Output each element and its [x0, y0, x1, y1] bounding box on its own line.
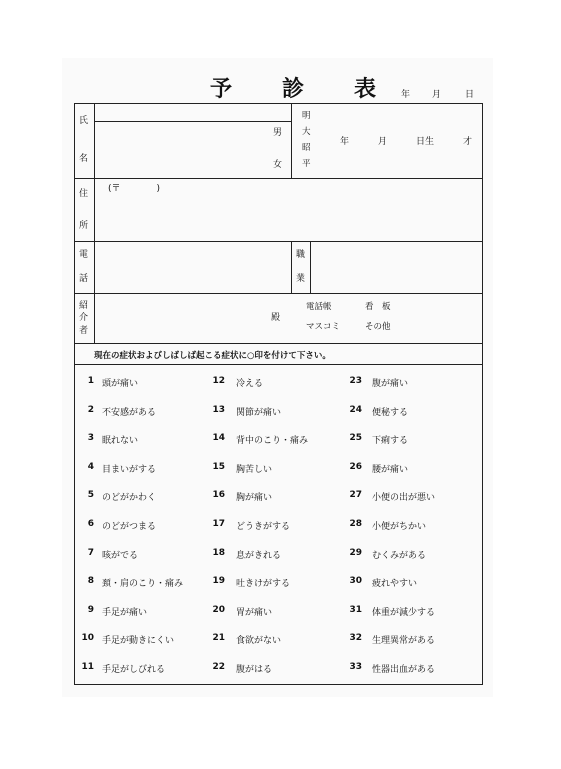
- symptom-label: 疲れやすい: [372, 579, 418, 590]
- symptom-label: 頚・肩のこり・痛み: [102, 579, 184, 590]
- symptom-number: 9: [87, 604, 94, 615]
- symptom-label: のどがつまる: [102, 522, 157, 532]
- date-month-label: 月: [432, 90, 442, 100]
- referrer-sama: 殿: [271, 313, 281, 323]
- symptom-label: 食欲がない: [236, 636, 282, 647]
- date-day-label: 日: [465, 90, 475, 100]
- job-label-2: 業: [296, 274, 306, 284]
- symptom-label: 手足がしびれる: [102, 665, 166, 675]
- symptom-label: のどがかわく: [102, 493, 157, 504]
- symptom-label: むくみがある: [372, 550, 427, 561]
- symptom-number: 12: [212, 376, 225, 386]
- symptom-number: 33: [349, 662, 362, 672]
- row-divider-phone: [74, 293, 483, 294]
- symptom-label: 関節が痛い: [236, 407, 282, 418]
- male-option[interactable]: 男: [273, 128, 283, 138]
- symptom-number: 28: [349, 519, 362, 529]
- referrer-option-phonebook[interactable]: 電話帳: [306, 302, 332, 312]
- symptom-number: 21: [212, 633, 225, 644]
- row-divider-instructions: [74, 364, 483, 365]
- symptom-label: 胃が痛い: [236, 607, 273, 618]
- phone-job-divider: [291, 241, 292, 293]
- symptom-number: 3: [87, 433, 94, 444]
- symptom-number: 23: [349, 376, 362, 386]
- phone-label-1: 電: [79, 250, 89, 260]
- symptom-label: 胸苦しい: [236, 464, 273, 475]
- symptom-label: 体重が減少する: [372, 607, 436, 618]
- symptom-label: どうきがする: [236, 522, 291, 532]
- referrer-label-3: 者: [79, 326, 89, 336]
- symptom-number: 31: [349, 604, 362, 615]
- symptom-instructions: 現在の症状およびしばしば起こる症状に○印を付けて下さい。: [94, 351, 331, 361]
- symptom-label: 頭が痛い: [102, 379, 139, 389]
- name-label-2: 名: [79, 154, 89, 164]
- symptom-label: 眠れない: [102, 436, 139, 447]
- job-label-1: 職: [296, 250, 306, 260]
- symptom-label: 腹がはる: [236, 665, 273, 675]
- symptom-number: 19: [212, 576, 225, 587]
- era-taisho[interactable]: 大: [302, 127, 311, 137]
- symptom-number: 17: [212, 519, 225, 529]
- symptom-number: 24: [349, 404, 362, 415]
- phone-label-2: 話: [79, 274, 89, 284]
- symptom-label: 腹が痛い: [372, 379, 409, 389]
- symptom-number: 1: [87, 376, 94, 386]
- symptom-label: 咳がでる: [102, 550, 139, 561]
- symptom-number: 10: [81, 633, 94, 644]
- job-field[interactable]: [312, 243, 481, 291]
- symptom-number: 15: [212, 461, 225, 472]
- symptom-label: 小便がちかい: [372, 522, 427, 532]
- symptom-number: 2: [87, 404, 94, 415]
- symptom-number: 11: [81, 662, 94, 672]
- symptom-number: 14: [212, 433, 225, 444]
- date-year-label: 年: [401, 90, 411, 100]
- symptom-number: 30: [349, 576, 362, 587]
- era-heisei[interactable]: 平: [302, 159, 311, 169]
- symptom-number: 32: [349, 633, 362, 644]
- name-label-1: 氏: [79, 116, 89, 126]
- phone-field[interactable]: [96, 243, 289, 291]
- referrer-option-media[interactable]: マスコミ: [306, 322, 341, 332]
- form-title: 予 診 表: [210, 76, 391, 102]
- dob-day-label: 日生: [416, 137, 435, 147]
- referrer-label-2: 介: [79, 313, 89, 323]
- symptom-label: 生理異常がある: [372, 636, 436, 647]
- dob-year-label: 年: [340, 137, 350, 147]
- referrer-field[interactable]: [96, 296, 266, 341]
- address-label-1: 住: [79, 189, 89, 199]
- row-divider-referrer: [74, 343, 483, 344]
- referrer-option-sign[interactable]: 看 板: [365, 302, 391, 312]
- address-label-2: 所: [79, 221, 89, 231]
- symptom-label: 下痢する: [372, 436, 409, 447]
- symptom-label: 腰が痛い: [372, 464, 409, 475]
- symptom-number: 13: [212, 404, 225, 415]
- symptom-label: 目まいがする: [102, 464, 157, 475]
- symptom-number: 18: [212, 547, 225, 558]
- era-showa[interactable]: 昭: [302, 143, 311, 153]
- symptom-number: 22: [212, 662, 225, 672]
- symptom-number: 16: [212, 490, 225, 501]
- symptom-label: 便秘する: [372, 407, 409, 418]
- symptom-label: 冷える: [236, 379, 264, 389]
- era-meiji[interactable]: 明: [302, 111, 311, 121]
- symptom-number: 27: [349, 490, 362, 501]
- female-option[interactable]: 女: [273, 160, 283, 170]
- referrer-option-other[interactable]: その他: [365, 322, 391, 332]
- symptom-label: 背中のこり・痛み: [236, 436, 309, 447]
- address-field[interactable]: [96, 196, 481, 239]
- symptom-number: 4: [87, 461, 94, 472]
- age-label: 才: [463, 137, 473, 147]
- row-divider-name: [74, 178, 483, 179]
- name-dob-divider: [291, 103, 292, 178]
- symptom-label: 不安感がある: [102, 407, 157, 418]
- symptom-label: 吐きけがする: [236, 579, 291, 590]
- symptom-label: 手足が動きにくい: [102, 636, 175, 647]
- row-divider-address: [74, 241, 483, 242]
- job-label-divider: [310, 241, 311, 293]
- name-field[interactable]: [96, 105, 266, 176]
- symptom-label: 性器出血がある: [372, 665, 436, 675]
- symptom-number: 5: [87, 490, 94, 501]
- symptom-number: 7: [87, 547, 94, 558]
- dob-month-label: 月: [378, 137, 388, 147]
- symptom-number: 26: [349, 461, 362, 472]
- symptom-label: 手足が痛い: [102, 607, 148, 618]
- symptom-number: 6: [87, 519, 94, 529]
- symptom-number: 8: [87, 576, 94, 587]
- referrer-label-1: 紹: [79, 301, 89, 311]
- symptom-label: 息がきれる: [236, 550, 282, 561]
- symptom-label: 胸が痛い: [236, 493, 273, 504]
- postal-code-field[interactable]: (〒 ): [108, 184, 161, 194]
- symptom-number: 29: [349, 547, 362, 558]
- symptom-label: 小便の出が悪い: [372, 493, 436, 504]
- symptom-number: 25: [349, 433, 362, 444]
- symptom-number: 20: [212, 604, 225, 615]
- label-column-divider: [94, 103, 95, 343]
